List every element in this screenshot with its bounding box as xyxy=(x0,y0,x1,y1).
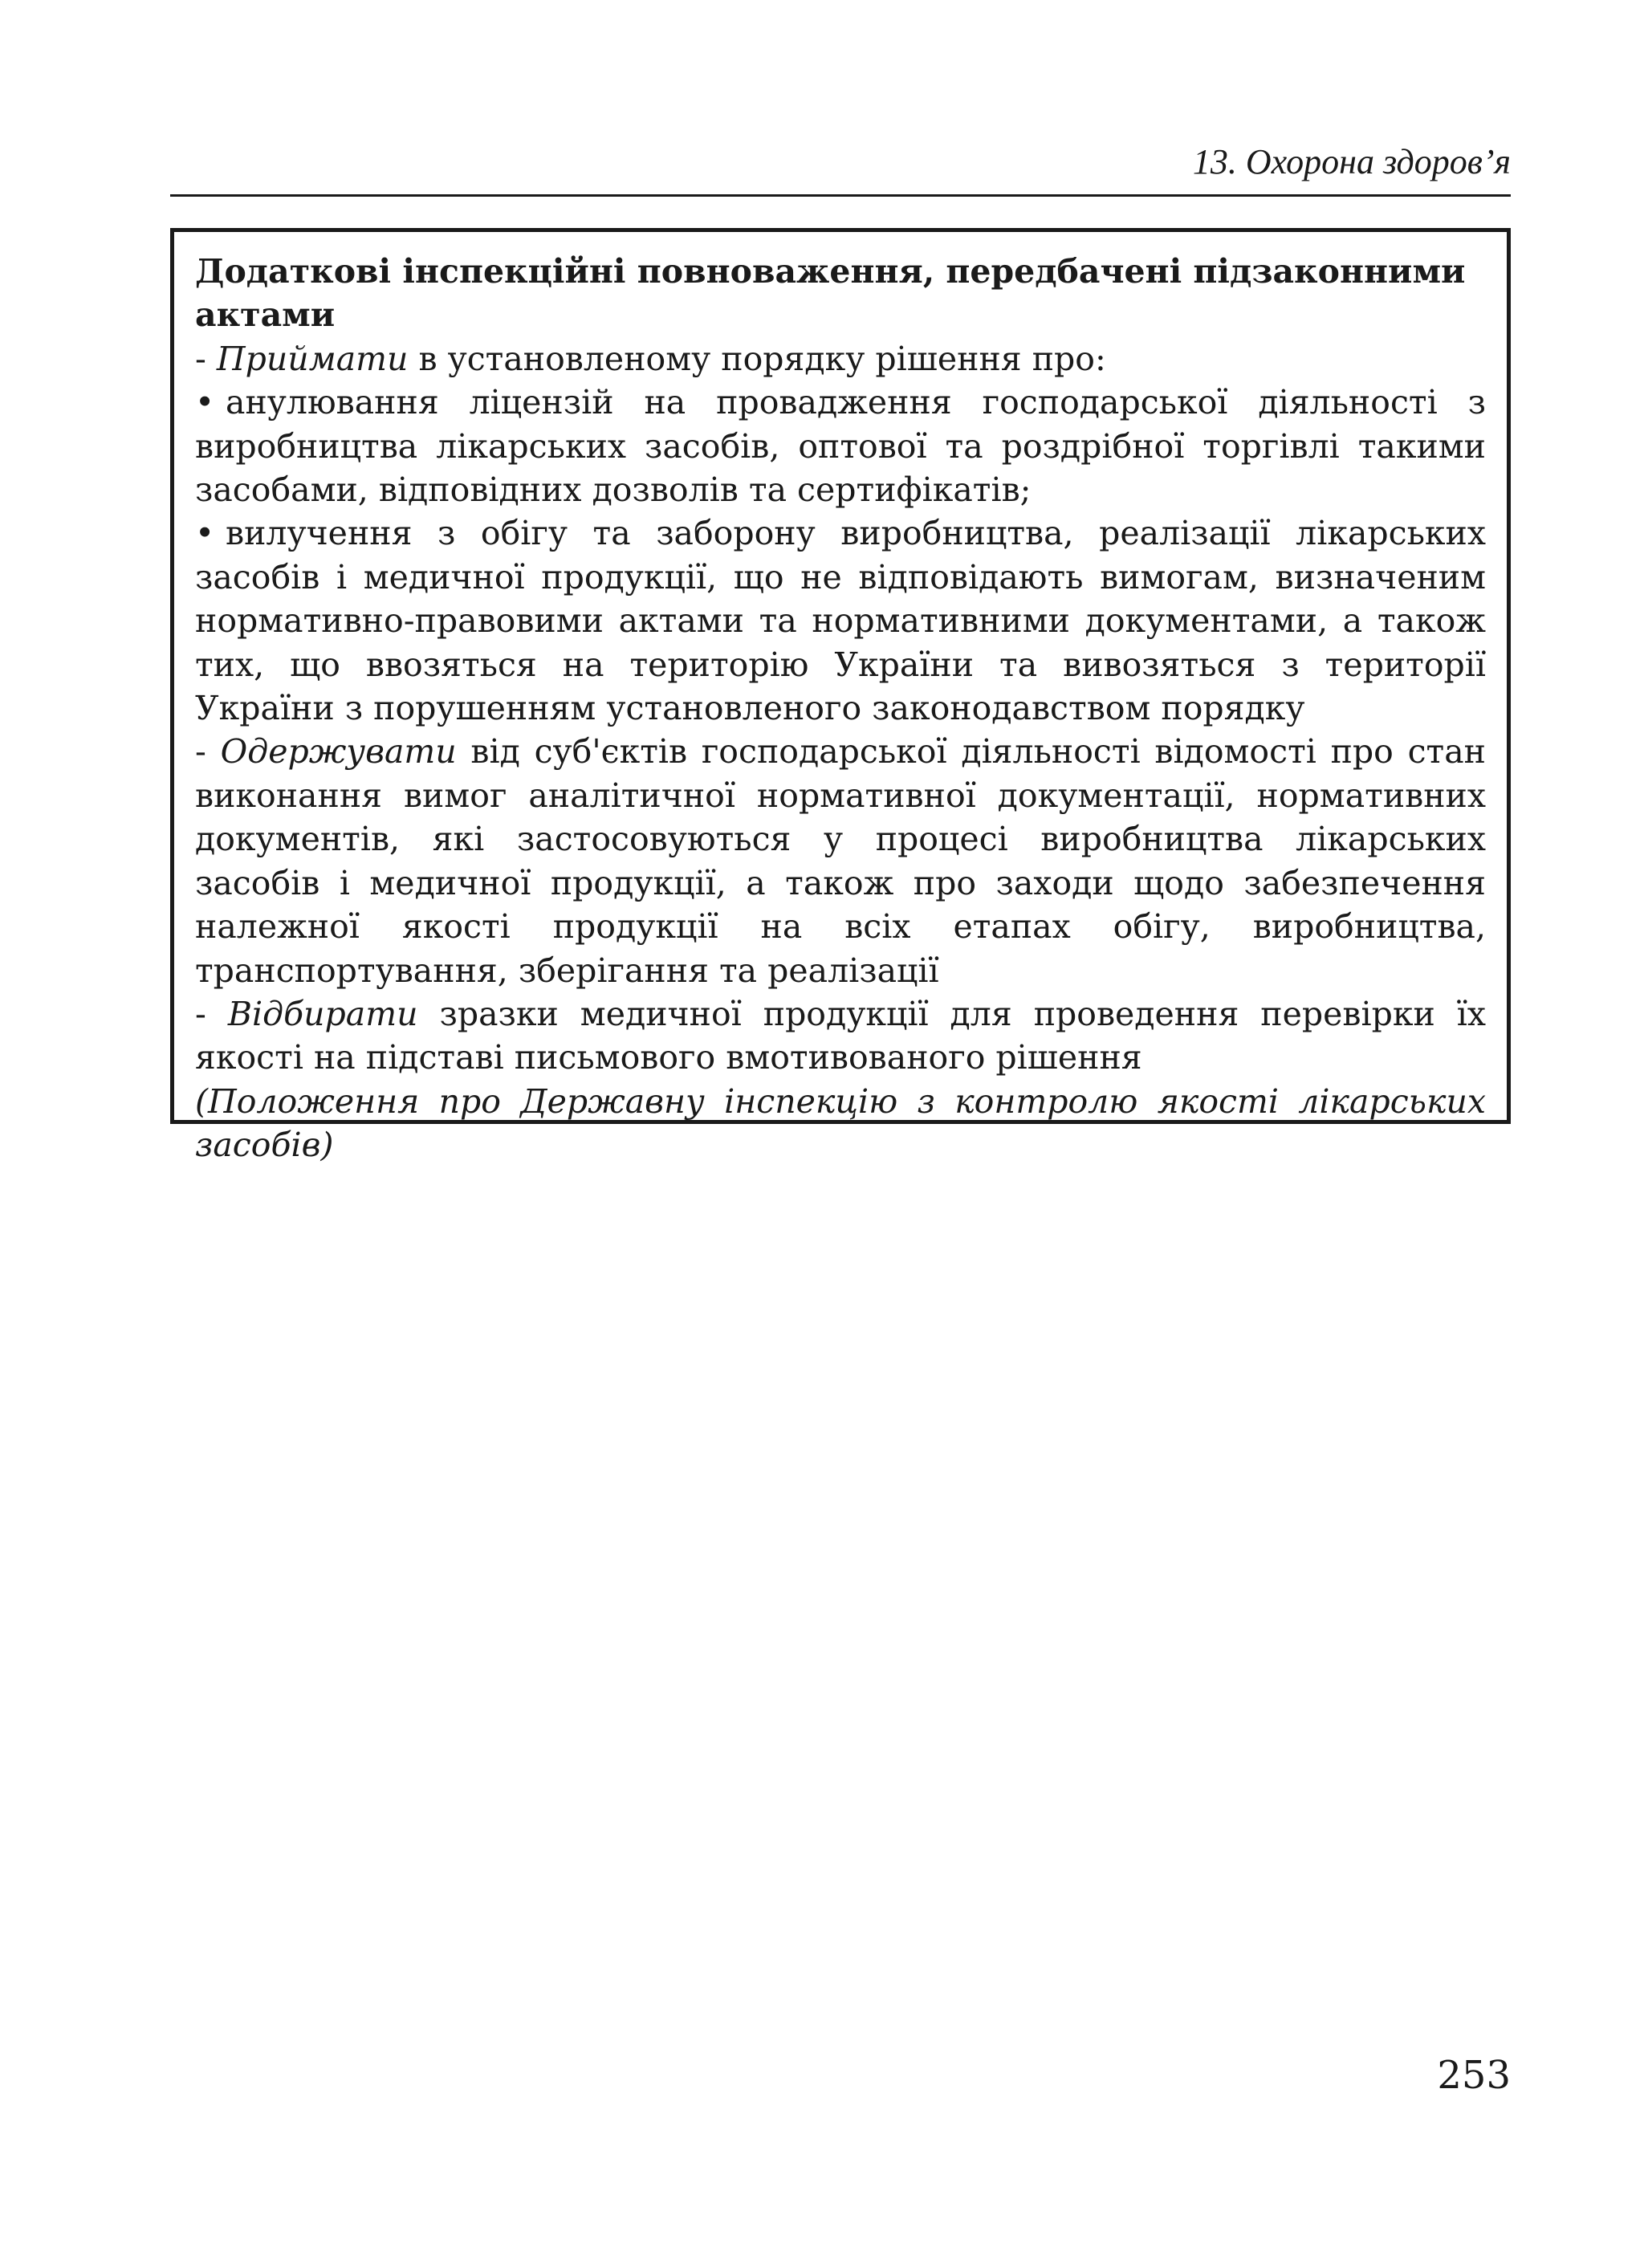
item-verb: Одержувати xyxy=(220,732,457,772)
item-dash: - xyxy=(195,732,221,772)
page-number: 253 xyxy=(1437,2053,1511,2098)
item-verb: Приймати xyxy=(216,339,409,378)
running-head: 13. Охорона здоров’я xyxy=(1192,142,1511,181)
source-citation: (Положення про Державну інспекцію з контролю якості лікарських засобів) xyxy=(195,1081,1486,1165)
bullet-item-withdrawal xyxy=(195,511,1486,730)
bullet-icon: • xyxy=(195,383,215,422)
item-text: від суб'єктів господарської діяльності відомості про стан виконання вимог аналітичної нормативної документації, нормативних документів, які застосовуються у процесі виробництва лікарських засобів і медичної продукції, а також про заходи щодо забезпечення належної якості продукції на всіх етапах обігу, виробництва, транспортування, зберігання та реалізації xyxy=(195,732,1486,990)
item-text: в установленому порядку рішення про: xyxy=(408,339,1106,378)
bullet-item-license xyxy=(195,381,1486,511)
bullet-text: анулювання ліцензій на провадження господарської діяльності з виробництва лікарських засобів, оптової та роздрібної торгівлі такими засобами, відповідних дозволів та сертифікатів; xyxy=(195,383,1486,510)
inspection-powers-box xyxy=(170,228,1511,1165)
item-dash: - xyxy=(195,339,217,378)
item-text: зразки медичної продукції для проведення перевірки їх якості на підставі письмового вмотивованого рішення xyxy=(195,994,1487,1077)
item-accept xyxy=(195,337,1486,381)
item-verb: Відбирати xyxy=(227,994,418,1033)
header-rule xyxy=(170,194,1511,197)
item-dash: - xyxy=(195,994,228,1033)
box-title: Додаткові інспекційні повноваження, передбачені підзаконними актами xyxy=(195,252,1466,335)
bullet-text: вилучення з обігу та заборону виробництва, реалізації лікарських засобів і медичної продукції, що не відповідають вимогам, визначеним нормативно-правовими актами та нормативними документами, а також тих, що ввозяться на територію України та вивозяться з території України з порушенням установленого законодавством порядку xyxy=(195,514,1486,728)
bullet-icon: • xyxy=(195,514,215,553)
item-select xyxy=(195,992,1486,1080)
item-obtain xyxy=(195,730,1486,991)
